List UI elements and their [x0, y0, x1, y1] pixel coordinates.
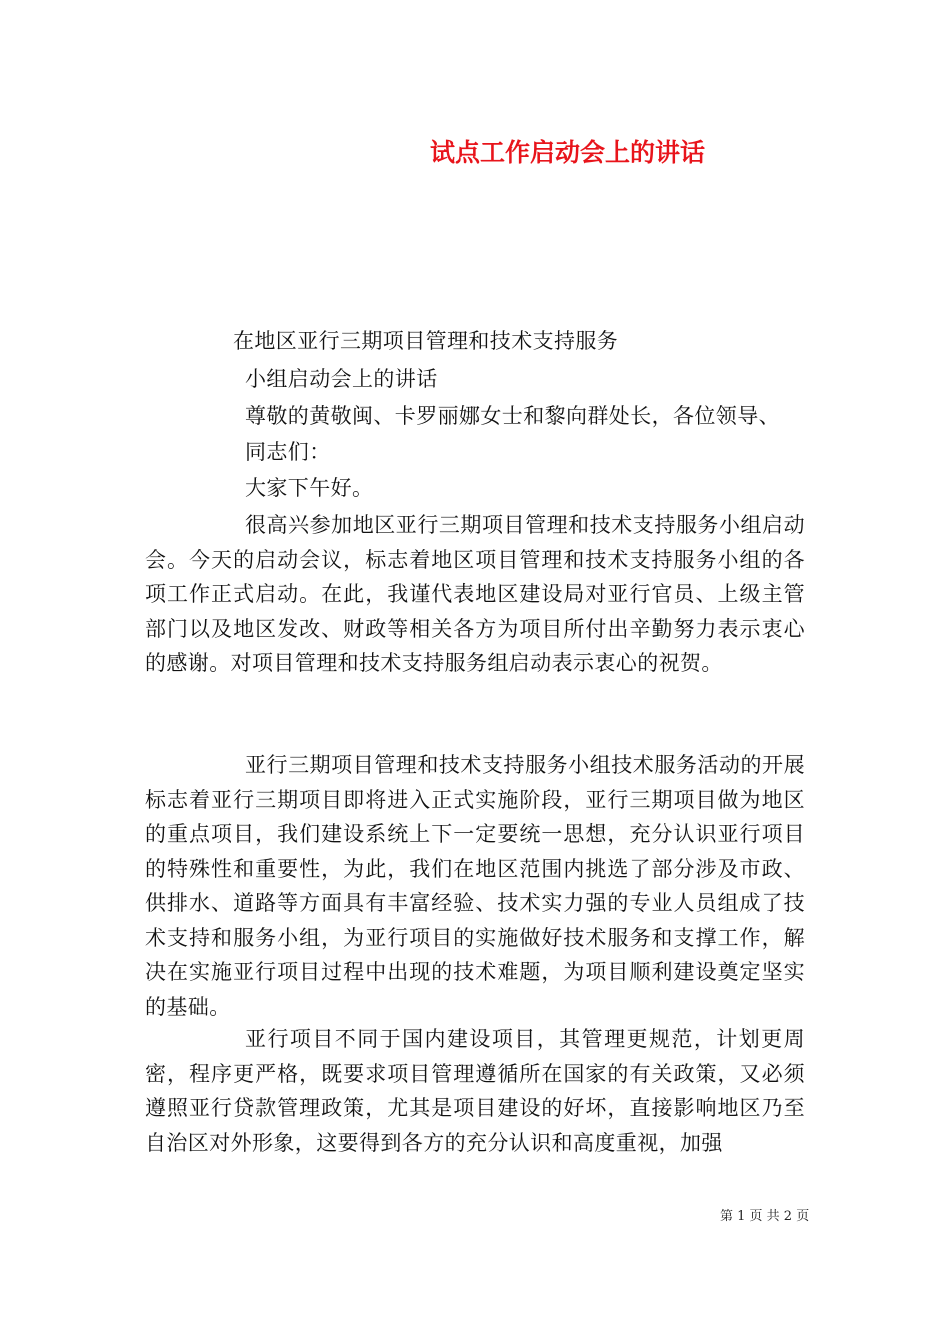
salutation-line-1: 尊敬的黄敬闽、卡罗丽娜女士和黎向群处长，各位领导、	[245, 404, 780, 428]
paragraph-2: 亚行三期项目管理和技术支持服务小组技术服务活动的开展标志着亚行三期项目即将进入正式实施阶段，亚行三期项目做为地区的重点项目，我们建设系统上下一定要统一思想，充分认识亚行项目的特殊性和重要性，为此，我们在地区范围内挑选了部分涉及市政、供排水、道路等方面具有丰富经验、技术实力强的专业人员组成了技术支持和服务小组，为亚行项目的实施做好技术服务和支撑工作，解决在实施亚行项目过程中出现的技术难题，为项目顺利建设奠定坚实的基础。	[145, 753, 805, 1019]
heading-line-2: 小组启动会上的讲话	[245, 367, 438, 391]
page-footer: 第 1 页 共 2 页	[720, 1209, 810, 1224]
paragraph-3: 亚行项目不同于国内建设项目，其管理更规范，计划更周密，程序更严格，既要求项目管理遵循所在国家的有关政策，又必须遵照亚行贷款管理政策，尤其是项目建设的好坏，直接影响地区乃至自治区对外形象，这要得到各方的充分认识和高度重视，加强	[145, 1027, 805, 1155]
greeting: 大家下午好。	[245, 476, 374, 500]
salutation-line-2: 同志们：	[245, 440, 331, 464]
heading-line-1: 在地区亚行三期项目管理和技术支持服务	[233, 329, 619, 353]
document-title: 试点工作启动会上的讲话	[430, 138, 706, 167]
paragraph-1: 很高兴参加地区亚行三期项目管理和技术支持服务小组启动会。今天的启动会议，标志着地区项目管理和技术支持服务小组的各项工作正式启动。在此，我谨代表地区建设局对亚行官员、上级主管部门以及地区发改、财政等相关各方为项目所付出辛勤努力表示衷心的感谢。对项目管理和技术支持服务组启动表示衷心的祝贺。	[145, 513, 805, 675]
